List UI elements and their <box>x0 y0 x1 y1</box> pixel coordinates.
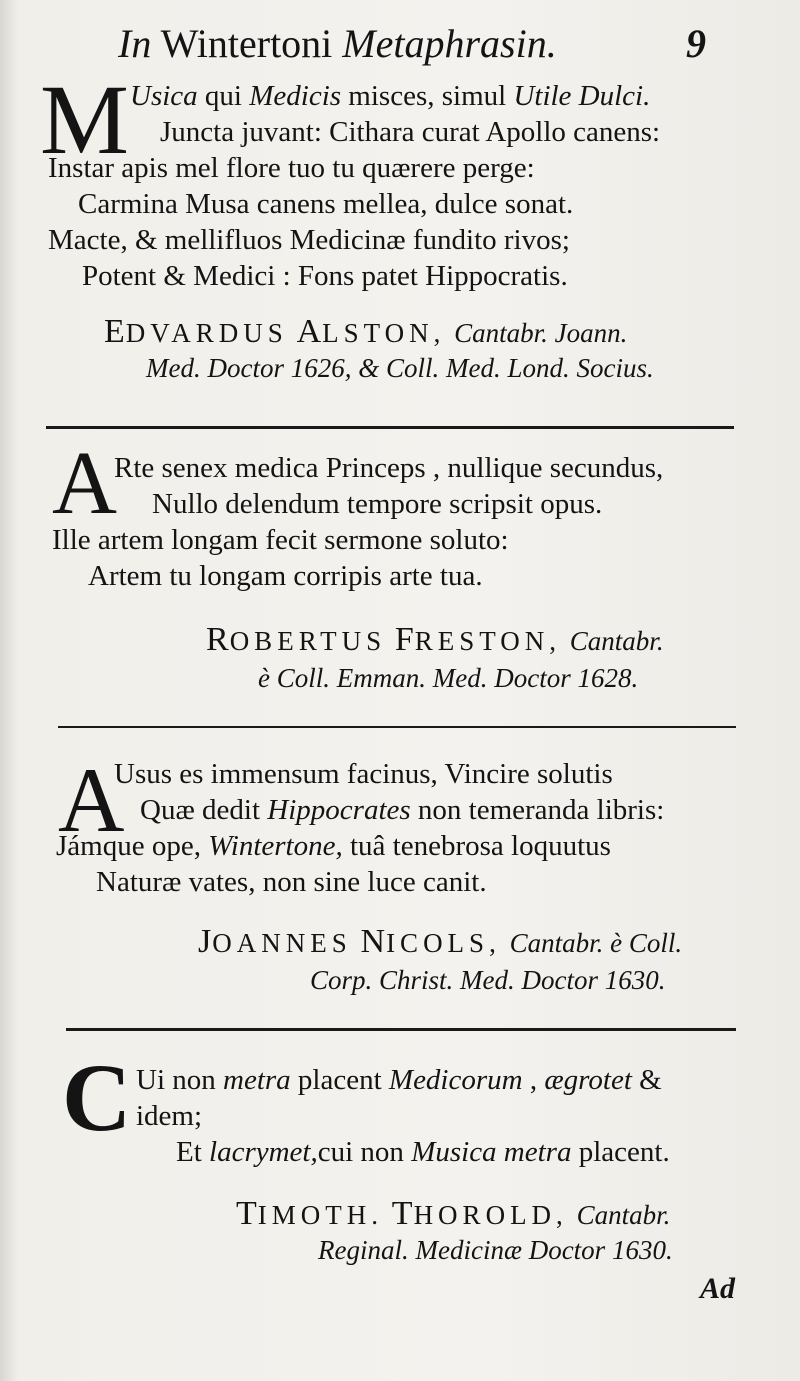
verse-line: Jámque ope, Wintertone, tuâ tenebrosa loquutus <box>56 830 611 862</box>
verse-line: Ille artem longam fecit sermone soluto: <box>52 524 509 556</box>
drop-capital: M <box>40 64 129 175</box>
verse-line: Ui non metra placent Medicorum , ægrotet & <box>136 1064 662 1096</box>
signature-name: JOANNES NICOLS, Cantabr. è Coll. <box>198 923 683 960</box>
verse-line: Et lacrymet,cui non Musica metra placent. <box>176 1136 670 1168</box>
signature-name: TIMOTH. THOROLD, Cantabr. <box>236 1195 671 1232</box>
signature-credentials: Med. Doctor 1626, & Coll. Med. Lond. Socius. <box>146 353 654 383</box>
verse-line: Usica qui Medicis misces, simul Utile Dulci. <box>130 80 651 112</box>
running-title <box>118 20 557 68</box>
verse-line: Instar apis mel flore tuo tu quærere perge: <box>48 152 535 184</box>
running-title-prefix: In <box>118 21 152 66</box>
section-divider <box>66 1028 736 1031</box>
verse-line: Macte, & mellifluos Medicinæ fundito rivos; <box>48 224 570 256</box>
verse-line: Quæ dedit Hippocrates non temeranda libris: <box>140 794 665 826</box>
running-title-suffix: Metaphrasin. <box>342 21 557 66</box>
verse-line: Rte senex medica Princeps , nullique secundus, <box>114 452 664 484</box>
signature-credentials: è Coll. Emman. Med. Doctor 1628. <box>258 663 639 693</box>
signature-name: ROBERTUS FRESTON, Cantabr. <box>206 621 664 658</box>
verse-line: Usus es immensum facinus, Vincire solutis <box>114 758 613 790</box>
verse-line: idem; <box>136 1100 203 1132</box>
verse-line: Naturæ vates, non sine luce canit. <box>96 866 487 898</box>
verse-line: Potent & Medici : Fons patet Hippocratis. <box>82 260 568 292</box>
page-number: 9 <box>686 21 706 66</box>
drop-capital: A <box>58 749 125 851</box>
verse-line: Carmina Musa canens mellea, dulce sonat. <box>78 188 574 220</box>
section-divider <box>46 426 734 429</box>
signature-credentials: Corp. Christ. Med. Doctor 1630. <box>310 965 666 995</box>
signature-credentials: Reginal. Medicinæ Doctor 1630. <box>318 1235 673 1265</box>
verse-line: Artem tu longam corripis arte tua. <box>88 560 483 592</box>
verse-line: Juncta juvant: Cithara curat Apollo canens: <box>160 116 661 148</box>
section-divider <box>58 726 736 728</box>
catchword: Ad <box>700 1272 736 1305</box>
running-title-name: Wintertoni <box>160 21 333 66</box>
drop-capital: C <box>62 1044 132 1151</box>
verse-line: Nullo delendum tempore scripsit opus. <box>152 488 603 520</box>
drop-capital: A <box>52 434 117 533</box>
signature-name: EDVARDUS ALSTON, Cantabr. Joann. <box>104 313 628 350</box>
